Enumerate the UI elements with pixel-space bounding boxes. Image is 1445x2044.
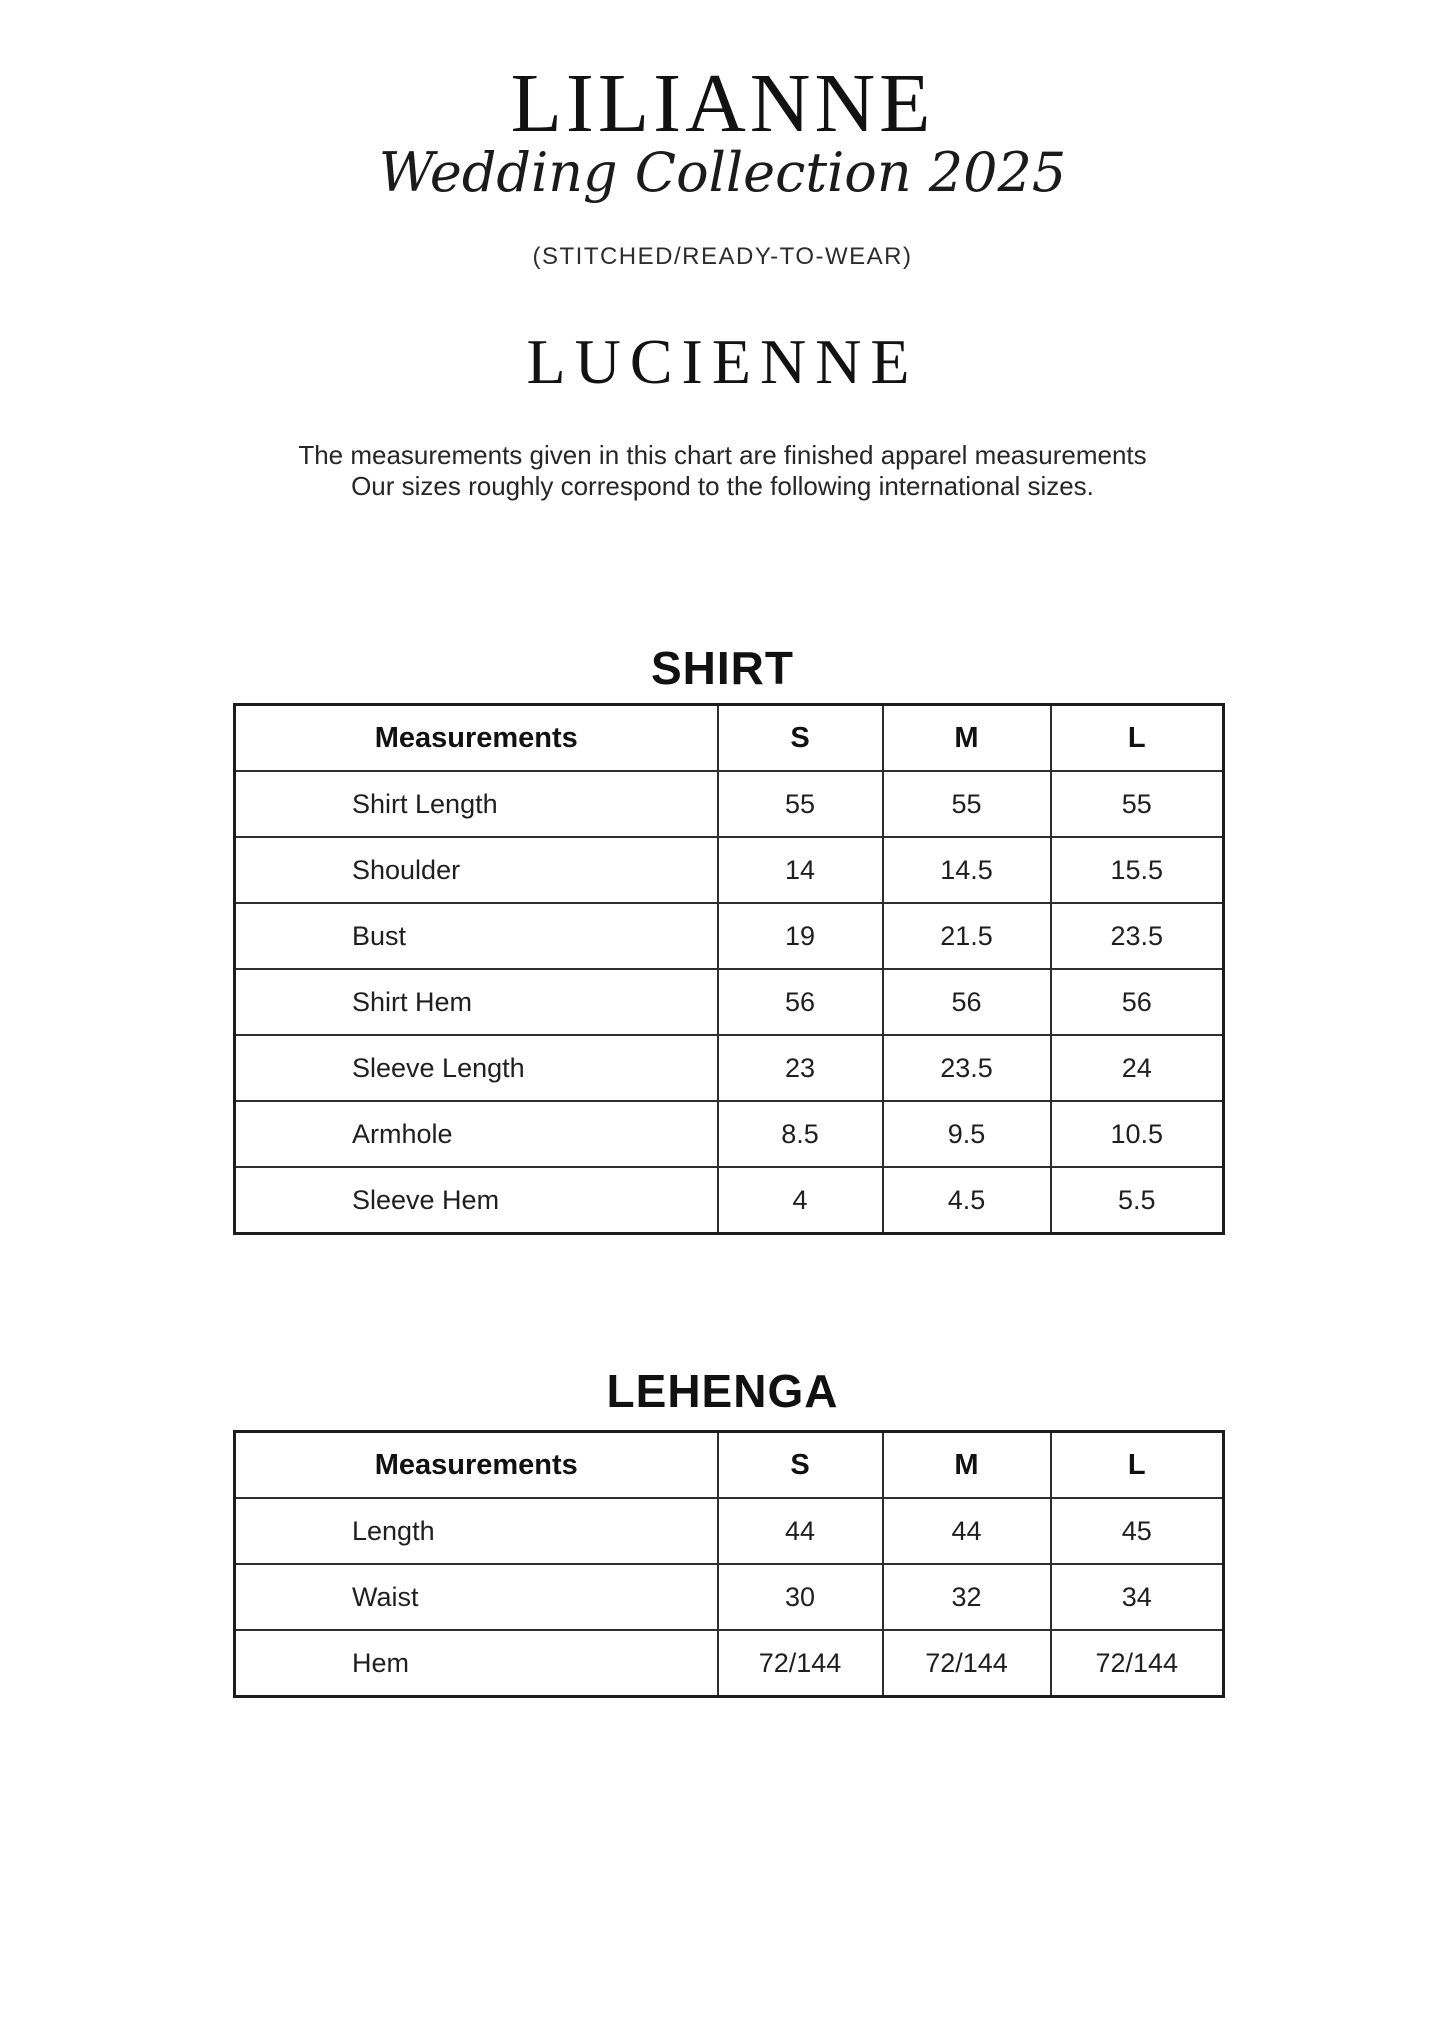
value-cell: 72/144 [1051, 1630, 1224, 1697]
table-row [235, 1498, 1224, 1564]
lehenga-size-table [233, 1430, 1225, 1698]
measurement-note-line2: Our sizes roughly correspond to the following international sizes. [351, 471, 1094, 501]
brand-wordmark: LILIANNE [510, 57, 935, 150]
column-header-measurements: Measurements [235, 705, 718, 772]
value-cell: 4 [718, 1167, 883, 1234]
row-label-armhole: Armhole [235, 1101, 718, 1167]
value-cell: 15.5 [1051, 837, 1224, 903]
value-cell: 34 [1051, 1564, 1224, 1630]
value-cell: 21.5 [883, 903, 1051, 969]
table-row [235, 1035, 1224, 1101]
row-label-sleeve-length: Sleeve Length [235, 1035, 718, 1101]
table-row [235, 1630, 1224, 1697]
stitched-subtitle: (STITCHED/READY-TO-WEAR) [532, 243, 913, 270]
value-cell: 55 [1051, 771, 1224, 837]
value-cell: 56 [718, 969, 883, 1035]
column-header-s: S [718, 1432, 883, 1499]
row-label-hem: Hem [235, 1630, 718, 1697]
row-label-shirt-hem: Shirt Hem [235, 969, 718, 1035]
value-cell: 23.5 [1051, 903, 1224, 969]
value-cell: 10.5 [1051, 1101, 1224, 1167]
collection-script-line: Wedding Collection 2025 [378, 141, 1067, 204]
value-cell: 4.5 [883, 1167, 1051, 1234]
row-label-waist: Waist [235, 1564, 718, 1630]
value-cell: 30 [718, 1564, 883, 1630]
shirt-size-table [233, 703, 1225, 1235]
row-label-bust: Bust [235, 903, 718, 969]
value-cell: 55 [883, 771, 1051, 837]
row-label-length: Length [235, 1498, 718, 1564]
value-cell: 44 [718, 1498, 883, 1564]
value-cell: 72/144 [883, 1630, 1051, 1697]
measurement-note [0, 440, 1445, 502]
row-label-shirt-length: Shirt Length [235, 771, 718, 837]
value-cell: 45 [1051, 1498, 1224, 1564]
value-cell: 5.5 [1051, 1167, 1224, 1234]
column-header-s: S [718, 705, 883, 772]
value-cell: 24 [1051, 1035, 1224, 1101]
column-header-m: M [883, 1432, 1051, 1499]
table-row [235, 771, 1224, 837]
value-cell: 14.5 [883, 837, 1051, 903]
value-cell: 14 [718, 837, 883, 903]
value-cell: 23 [718, 1035, 883, 1101]
value-cell: 9.5 [883, 1101, 1051, 1167]
value-cell: 32 [883, 1564, 1051, 1630]
value-cell: 55 [718, 771, 883, 837]
value-cell: 8.5 [718, 1101, 883, 1167]
value-cell: 19 [718, 903, 883, 969]
product-name: LUCIENNE [526, 326, 919, 397]
value-cell: 56 [883, 969, 1051, 1035]
column-header-l: L [1051, 1432, 1224, 1499]
column-header-m: M [883, 705, 1051, 772]
table-row [235, 1564, 1224, 1630]
column-header-l: L [1051, 705, 1224, 772]
table-header-row [235, 705, 1224, 772]
table-row [235, 1101, 1224, 1167]
lehenga-section-title: LEHENGA [606, 1365, 839, 1417]
value-cell: 72/144 [718, 1630, 883, 1697]
measurement-note-line1: The measurements given in this chart are finished apparel measurements [298, 440, 1147, 470]
column-header-measurements: Measurements [235, 1432, 718, 1499]
table-row [235, 837, 1224, 903]
table-row [235, 969, 1224, 1035]
value-cell: 44 [883, 1498, 1051, 1564]
row-label-shoulder: Shoulder [235, 837, 718, 903]
row-label-sleeve-hem: Sleeve Hem [235, 1167, 718, 1234]
value-cell: 56 [1051, 969, 1224, 1035]
table-header-row [235, 1432, 1224, 1499]
value-cell: 23.5 [883, 1035, 1051, 1101]
table-row [235, 1167, 1224, 1234]
table-row [235, 903, 1224, 969]
shirt-section-title: SHIRT [651, 642, 794, 694]
